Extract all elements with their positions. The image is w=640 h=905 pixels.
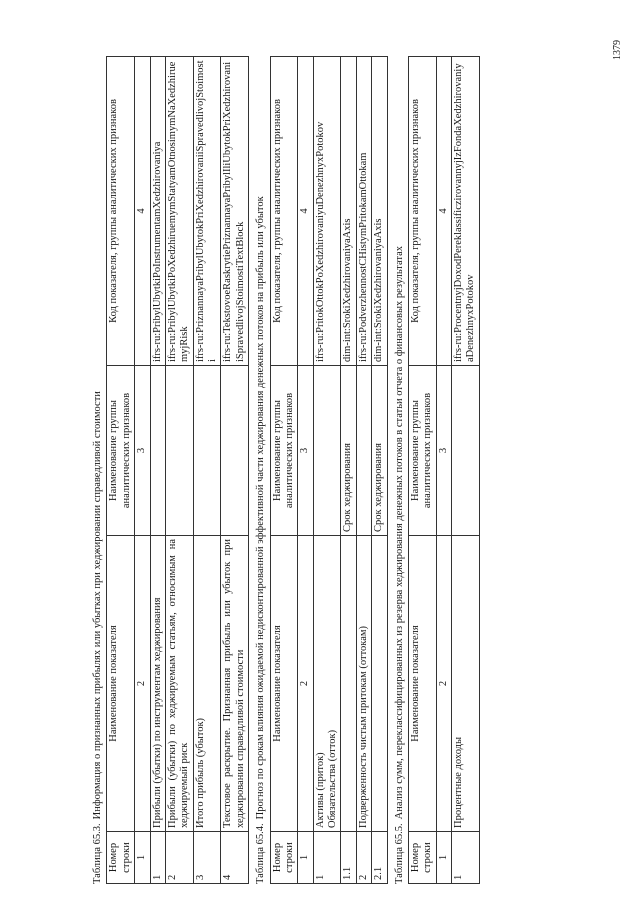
row-name [313,536,341,832]
header-code: Код показателя, группы аналитических признаков [107,57,135,366]
column-numbers-row [135,57,150,884]
header-group: Наименование группы аналитических признаков [408,366,436,536]
table-title: Прогноз по срокам влияния ожидаемой недисконтированной эффективной части хеджирования денежных потоков на прибыль или убыток [255,196,267,820]
col-number: 2 [298,536,313,832]
row-group [165,366,193,536]
column-numbers-row [298,57,313,884]
row-name [372,536,387,832]
row-num: 1 [150,832,165,884]
row-code: ifrs-ru:PriznannayaPribylUbytokPriXedzhirovaniiSpravedlivojStoimosti [193,57,221,366]
row-name: Прибыли (убытки) по инструментам хеджирования [150,536,165,832]
col-number: 3 [298,366,313,536]
col-number: 2 [135,536,150,832]
row-num: 3 [193,832,221,884]
col-number: 1 [298,832,313,884]
column-numbers-row [436,57,451,884]
page-number: 1379 [612,40,623,60]
table-title: Информация о признанных прибылях или убытках при хеджировании справедливой стоимости [92,391,103,820]
table-label: Таблица 65.3. [92,823,103,884]
header-name: Наименование показателя [408,536,436,832]
header-row [107,57,135,884]
header-name: Наименование показателя [270,536,298,832]
table-65-4-caption [255,56,267,884]
table-row [452,57,480,884]
row-num: 4 [221,832,249,884]
row-group [452,366,480,536]
table-row [150,57,165,884]
row-group: Срок хеджирования [372,366,387,536]
table-row [372,57,387,884]
col-number: 1 [135,832,150,884]
table-row [356,57,371,884]
row-code: dim-int:SrokiXedzhirovaniyaAxis [372,57,387,366]
row-num: 1 [452,832,480,884]
row-code: ifrs-ru:PritokOttokPoXedzhirovaniyuDenezhnyxPotokov [313,57,341,366]
row-num: 2.1 [372,832,387,884]
col-number: 1 [436,832,451,884]
header-group: Наименование группы аналитических признаков [270,366,298,536]
header-code: Код показателя, группы аналитических признаков [408,57,436,366]
col-number: 3 [436,366,451,536]
row-num: 1 [313,832,341,884]
col-number: 4 [135,57,150,366]
table-65-5 [408,56,480,884]
rotated-page-content [92,56,612,884]
row-code: ifrs-ru:ProcentnyjDoxodPereklassificzirovannyjIzFondaXedzhirovaniyaDenezhnyxPotokov [452,57,480,366]
row-group [193,366,221,536]
table-label: Таблица 65.5. [393,823,405,884]
row-num: 2 [356,832,371,884]
row-code: dim-int:SrokiXedzhirovaniyaAxis [341,57,356,366]
row-num: 1.1 [341,832,356,884]
table-row [313,57,341,884]
row-group [356,366,371,536]
header-num: Номер строки [408,832,436,884]
row-group: Срок хеджирования [341,366,356,536]
table-65-3 [106,56,249,884]
table-title: Анализ сумм, переклассифицированных из резерва хеджирования денежных потоков в статьи отчета о финансовых результатах [393,245,405,820]
table-row [221,57,249,884]
row-name-line: Обязательства (отток) [327,729,338,828]
header-code: Код показателя, группы аналитических признаков [270,57,298,366]
header-group: Наименование группы аналитических признаков [107,366,135,536]
row-group [221,366,249,536]
header-row [270,57,298,884]
row-name-line: Активы (приток) [314,752,326,828]
row-group [313,366,341,536]
table-65-4 [270,56,388,884]
col-number: 4 [298,57,313,366]
row-name: Прибыли (убытки) по хеджируемым статьям, относимым на хеджируемый риск [165,536,193,832]
table-label: Таблица 65.4. [255,823,267,884]
col-number: 2 [436,536,451,832]
table-row [341,57,356,884]
row-name [341,536,356,832]
row-code: ifrs-ru:PribylUbytkiPoXedzhiruemymStatyamOtnosimymNaXedzhiruemyjRisk [165,57,193,366]
col-number: 4 [436,57,451,366]
row-code: ifrs-ru:PribylUbytkiPoInstrumentamXedzhirovaniya [150,57,165,366]
table-65-3-caption [92,56,104,884]
header-num: Номер строки [270,832,298,884]
col-number: 3 [135,366,150,536]
row-name: Подверженность чистым притокам (оттокам) [356,536,371,832]
header-num: Номер строки [107,832,135,884]
header-name: Наименование показателя [107,536,135,832]
header-row [408,57,436,884]
row-code: ifrs-ru:TekstovoeRaskrytiePriznannayaPribylIliUbytokPriXedzhirovaniiSpravedlivojStoimostiTextBlock [221,57,249,366]
row-name: Текстовое раскрытие. Признанная прибыль или убыток при хеджировании справедливой стоимости [221,536,249,832]
table-65-5-caption [394,56,406,884]
row-code: ifrs-ru:PodverzhennostCHistymPritokamOttokam [356,57,371,366]
row-name: Итого прибыль (убыток) [193,536,221,832]
row-num: 2 [165,832,193,884]
row-name: Процентные доходы [452,536,480,832]
table-row [165,57,193,884]
row-group [150,366,165,536]
table-row [193,57,221,884]
